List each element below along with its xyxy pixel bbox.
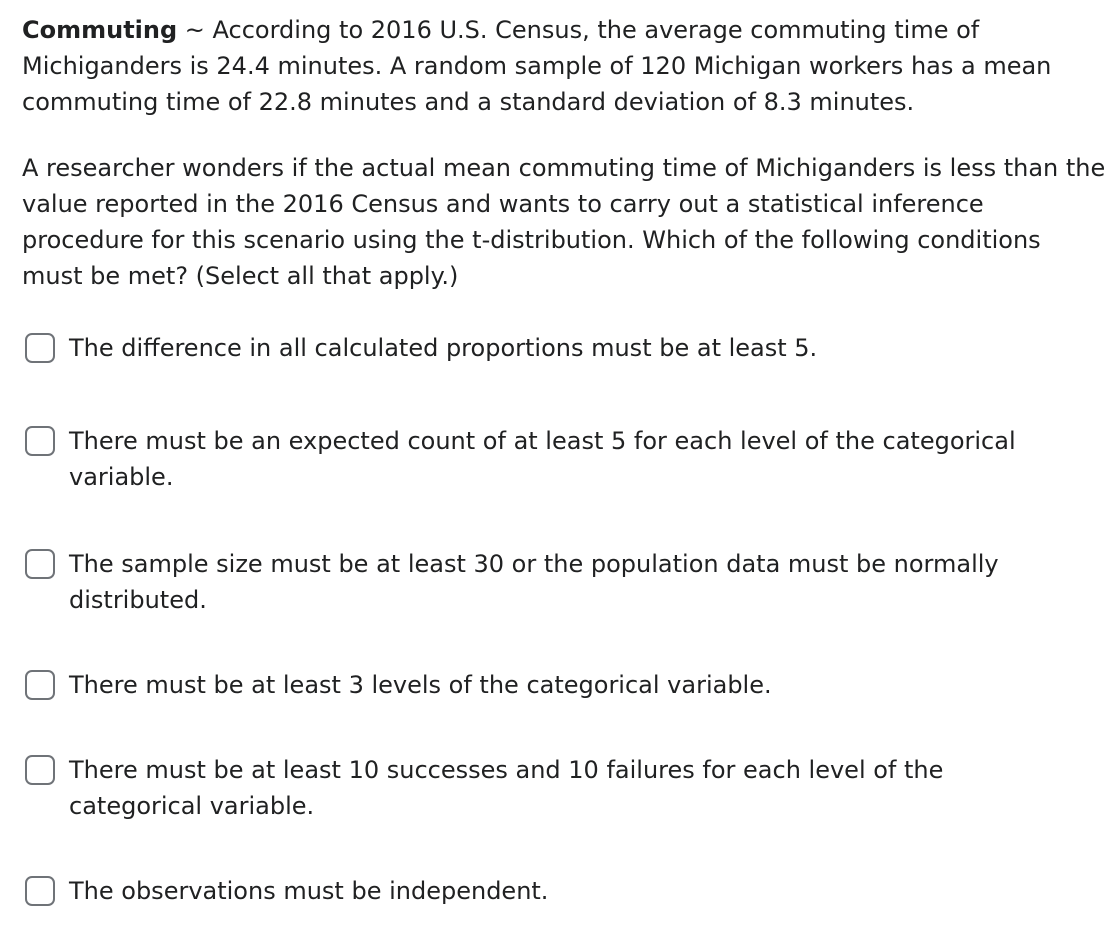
question-title: Commuting (22, 16, 178, 44)
option-4-label[interactable]: There must be at least 3 levels of the categorical variable. (69, 671, 772, 699)
question-intro-text: ~ According to 2016 U.S. Census, the average commuting time of Michiganders is 24.4 minutes. A random sample of 120 Michigan workers has a mean commuting time of 22.8 minutes and a standard deviation of 8.3 minutes. (22, 16, 1052, 116)
option-6-checkbox[interactable] (25, 876, 55, 906)
option-2[interactable] (25, 423, 1105, 495)
option-3[interactable] (25, 546, 1105, 618)
option-4-checkbox[interactable] (25, 670, 55, 700)
option-2-checkbox[interactable] (25, 426, 55, 456)
option-5-checkbox[interactable] (25, 755, 55, 785)
option-3-checkbox[interactable] (25, 549, 55, 579)
option-1-checkbox[interactable] (25, 333, 55, 363)
option-4[interactable] (25, 667, 1105, 703)
option-2-label[interactable]: There must be an expected count of at least 5 for each level of the categorical variable. (69, 427, 1016, 491)
option-1[interactable] (25, 330, 1105, 366)
question-prompt: A researcher wonders if the actual mean commuting time of Michiganders is less than the value reported in the 2016 Census and wants to carry out a statistical inference procedure for this scenario using the t-distribution. Which of the following conditions must be met? (Select all that apply.) (22, 154, 1106, 290)
question-intro (22, 12, 1108, 120)
option-6[interactable] (25, 873, 1105, 909)
option-5-label[interactable]: There must be at least 10 successes and 10 failures for each level of the categorical variable. (69, 756, 944, 820)
option-3-label[interactable]: The sample size must be at least 30 or the population data must be normally distributed. (69, 550, 999, 614)
option-6-label[interactable]: The observations must be independent. (69, 877, 549, 905)
option-5[interactable] (25, 752, 1105, 824)
option-1-label[interactable]: The difference in all calculated proportions must be at least 5. (69, 334, 818, 362)
